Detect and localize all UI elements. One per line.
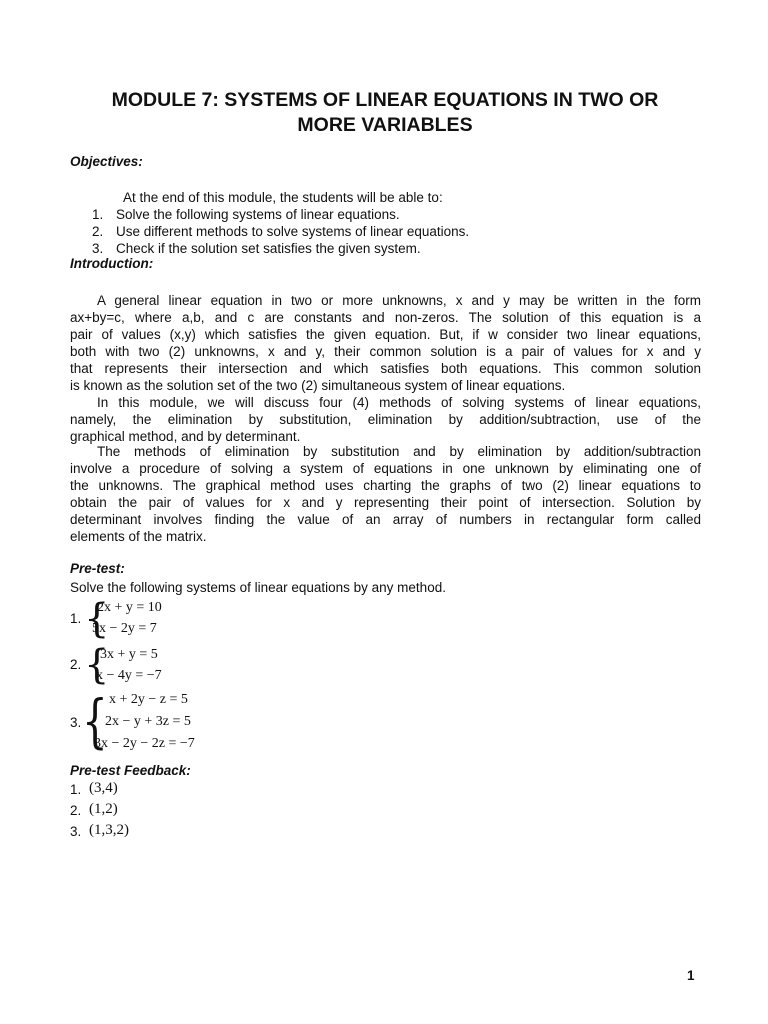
text-line: involve a procedure of solving a system of equations in one unknown by eliminating one of	[70, 461, 701, 476]
problem-number: 1.	[70, 611, 82, 626]
text-line: determinant involves finding the value of an array of numbers in rectangular form called	[70, 512, 701, 527]
text-line: graphical method, and by determinant.	[70, 429, 301, 444]
page-number: 1	[687, 968, 695, 983]
objectives-heading: Objectives:	[70, 154, 143, 169]
feedback-heading: Pre-test Feedback:	[70, 763, 191, 778]
left-brace: {	[84, 596, 110, 642]
objective-item: Use different methods to solve systems of linear equations.	[116, 224, 470, 239]
equation: x + 2y − z = 5	[109, 692, 188, 707]
answer-number: 3.	[70, 824, 82, 839]
equation: 2x − y + 3z = 5	[105, 714, 191, 729]
text-line: obtain the pair of values for x and y representing their point of intersection. Solution by	[70, 495, 701, 510]
objective-number: 3.	[92, 241, 104, 256]
equation: 2x + y = 10	[97, 600, 162, 615]
text-line: A general linear equation in two or more unknowns, x and y may be written in the form	[97, 293, 701, 308]
text-line: that represents their intersection and which satisfies both equations. This common solution	[70, 361, 701, 376]
answer-value: (3,4)	[89, 780, 118, 796]
text-line: the unknowns. The graphical method uses charting the graphs of two (2) linear equations to	[70, 478, 701, 493]
objective-item: Solve the following systems of linear equations.	[116, 207, 400, 222]
answer-number: 1.	[70, 782, 82, 797]
introduction-paragraph-3	[70, 443, 701, 545]
left-brace: {	[84, 642, 110, 688]
text-line: both with two (2) unknowns, x and y, their common solution is a pair of values for x and y	[70, 344, 701, 359]
text-line: elements of the matrix.	[70, 529, 207, 544]
text-line: ax+by=c, where a,b, and c are constants and non-zeros. The solution of this equation is a	[70, 310, 701, 325]
text-line: is known as the solution set of the two (2) simultaneous system of linear equations.	[70, 378, 566, 393]
pretest-instruction: Solve the following systems of linear equations by any method.	[70, 580, 446, 595]
text-line: pair of values (x,y) which satisfies the given equation. But, if w consider two linear equations,	[70, 327, 701, 342]
answer-value: (1,3,2)	[89, 822, 129, 838]
problem-number: 2.	[70, 657, 82, 672]
objectives-intro: At the end of this module, the students will be able to:	[123, 190, 443, 205]
objective-number: 1.	[92, 207, 104, 222]
answer-value: (1,2)	[89, 801, 118, 817]
page-title	[70, 88, 700, 138]
equation: 3x − 2y − 2z = −7	[94, 736, 195, 751]
left-brace: {	[82, 687, 108, 755]
objective-number: 2.	[92, 224, 104, 239]
equation: 5x − 2y = 7	[92, 621, 157, 636]
equation: 3x + y = 5	[100, 647, 158, 662]
text-line: In this module, we will discuss four (4) methods of solving systems of linear equations,	[97, 395, 701, 410]
equation: x − 4y = −7	[96, 668, 162, 683]
introduction-paragraph-1	[70, 292, 701, 394]
introduction-heading: Introduction:	[70, 256, 154, 271]
introduction-paragraph-2	[70, 394, 701, 445]
problem-number: 3.	[70, 715, 82, 730]
title-line-1: MODULE 7: SYSTEMS OF LINEAR EQUATIONS IN TWO OR	[111, 89, 659, 111]
answer-number: 2.	[70, 803, 82, 818]
title-line-2: MORE VARIABLES	[297, 114, 473, 136]
text-line: The methods of elimination by substitution and by elimination by addition/subtraction	[97, 444, 701, 459]
pretest-heading: Pre-test:	[70, 561, 125, 576]
objective-item: Check if the solution set satisfies the given system.	[116, 241, 421, 256]
text-line: namely, the elimination by substitution, elimination by addition/subtraction, use of the	[70, 412, 701, 427]
